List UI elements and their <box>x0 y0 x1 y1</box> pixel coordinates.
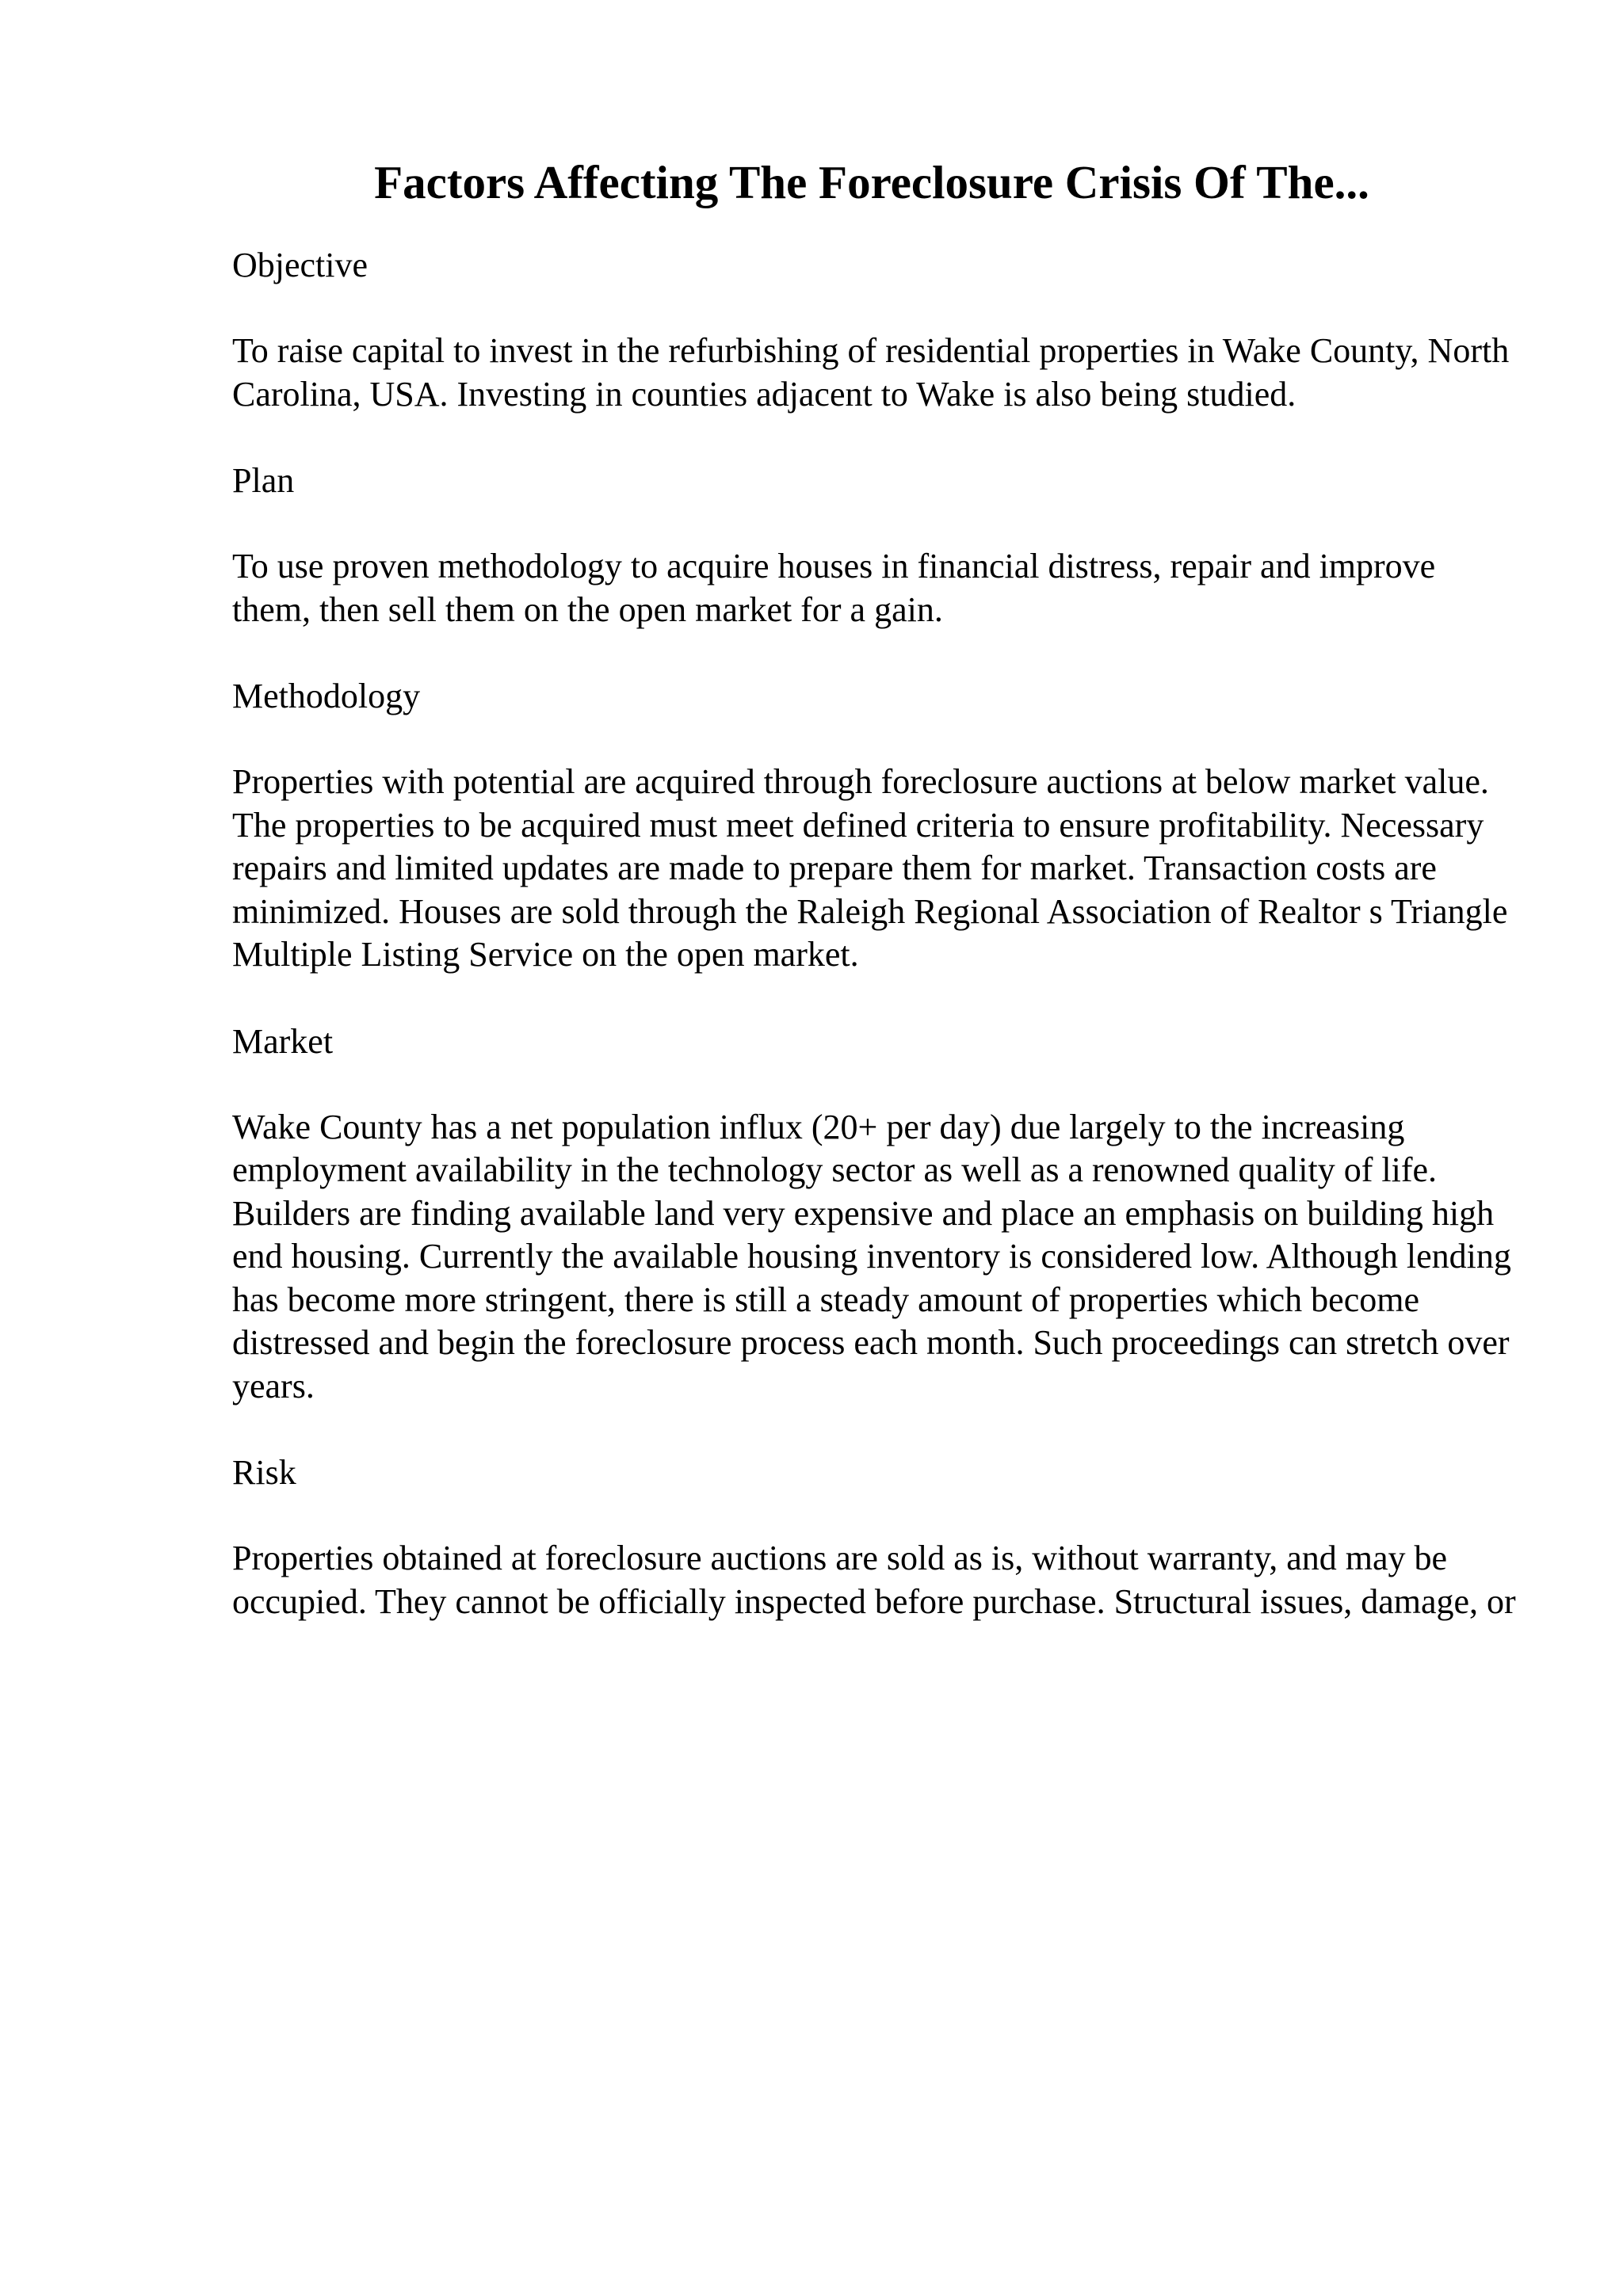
section-heading: Risk <box>232 1453 296 1492</box>
section-body: Wake County has a net population influx (20+ per day) due largely to the increasing employment availability in the technology sector as well as a renowned quality of life. Builders are finding available land very expensive and place an emphasis on building high end housing. Currently the available housing inventory is considered low. Although lending has become more stringent, there is still a steady amount of properties which become distressed and begin the foreclosure process each month. Such proceedings can stretch over years. <box>232 1107 1511 1405</box>
document-content <box>232 243 1516 1666</box>
section-body: Properties obtained at foreclosure auctions are sold as is, without warranty, and may be occupied. They cannot be officially inspected before purchase. Structural issues, damage, or <box>232 1539 1516 1621</box>
document-title: Factors Affecting The Foreclosure Crisis Of The... <box>374 156 1369 208</box>
section-body: To use proven methodology to acquire houses in financial distress, repair and improve them, then sell them on the open market for a gain. <box>232 547 1436 629</box>
section-heading: Methodology <box>232 677 421 715</box>
section-market <box>232 1020 1516 1409</box>
section-heading: Objective <box>232 246 369 284</box>
section-plan <box>232 459 1516 631</box>
section-risk <box>232 1451 1516 1623</box>
section-heading: Plan <box>232 461 295 500</box>
section-methodology <box>232 674 1516 977</box>
section-body: To raise capital to invest in the refurbishing of residential properties in Wake County, North Carolina, USA. Investing in counties adjacent to Wake is also being studied. <box>232 331 1510 414</box>
section-objective <box>232 243 1516 416</box>
section-body: Properties with potential are acquired through foreclosure auctions at below market value. The properties to be acquired must meet defined criteria to ensure profitability. Necessary repairs and limited updates are made to prepare them for market. Transaction costs are minimized. Houses are sold through the Raleigh Regional Association of Realtor s Triangle Multiple Listing Service on the open market. <box>232 762 1508 974</box>
section-heading: Market <box>232 1021 334 1061</box>
